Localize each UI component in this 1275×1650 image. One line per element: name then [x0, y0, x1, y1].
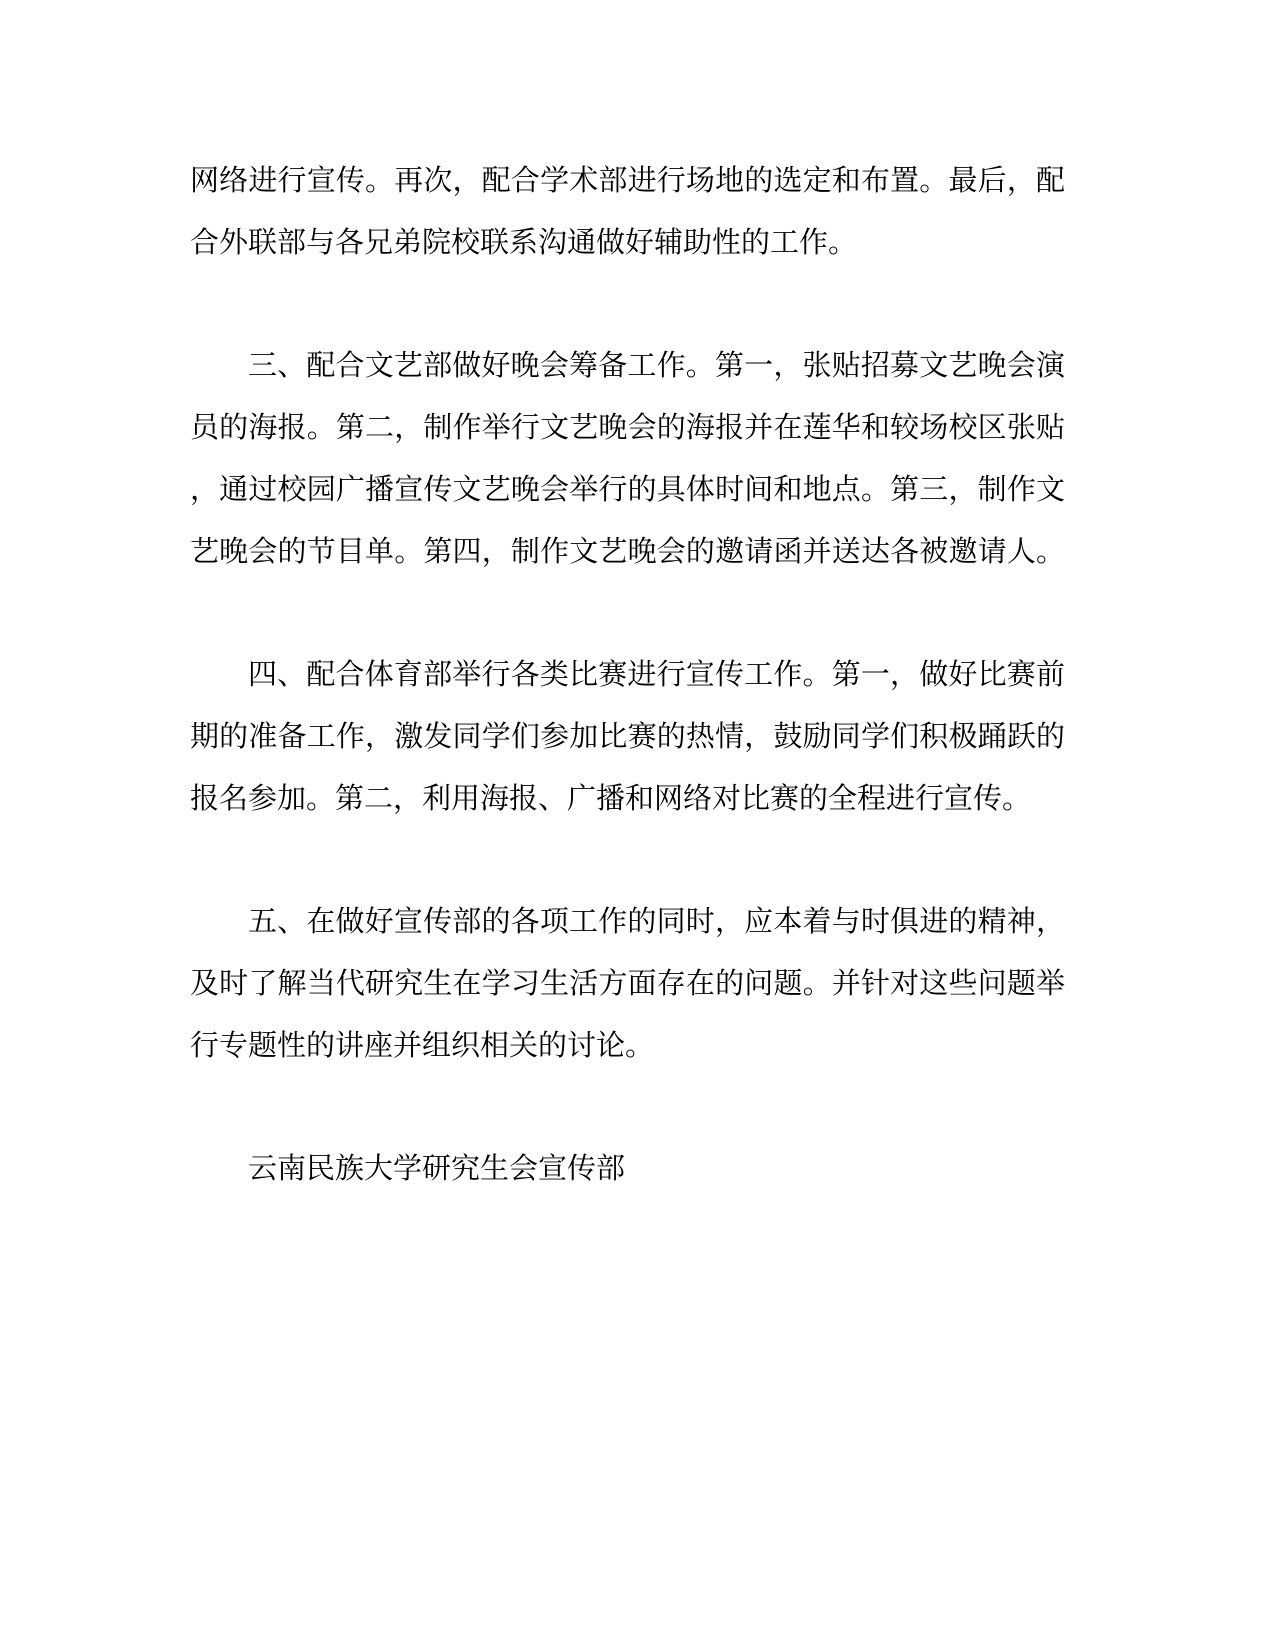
- paragraph-line: 网络进行宣传。再次，配合学术部进行场地的选定和布置。最后，配: [190, 163, 1065, 197]
- paragraph-line: 艺晚会的节目单。第四，制作文艺晚会的邀请函并送达各被邀请人。: [190, 534, 1065, 568]
- paragraph-line: 及时了解当代研究生在学习生活方面存在的问题。并针对这些问题举: [190, 966, 1065, 1000]
- signature: 云南民族大学研究生会宣传部: [248, 1151, 626, 1185]
- paragraph-line: 三、配合文艺部做好晚会筹备工作。第一，张贴招募文艺晚会演: [248, 348, 1065, 382]
- paragraph-line: 期的准备工作，激发同学们参加比赛的热情，鼓励同学们积极踊跃的: [190, 719, 1065, 753]
- paragraph-line: 报名参加。第二，利用海报、广播和网络对比赛的全程进行宣传。: [190, 781, 1032, 815]
- paragraph-line: 员的海报。第二，制作举行文艺晚会的海报并在莲华和较场校区张贴: [190, 410, 1065, 444]
- paragraph-line: 行专题性的讲座并组织相关的讨论。: [190, 1028, 655, 1062]
- paragraph-line: 五、在做好宣传部的各项工作的同时，应本着与时俱进的精神，: [248, 904, 1065, 938]
- paragraph-line: 合外联部与各兄弟院校联系沟通做好辅助性的工作。: [190, 225, 858, 259]
- paragraph-line: 四、配合体育部举行各类比赛进行宣传工作。第一，做好比赛前: [248, 657, 1065, 691]
- paragraph-line: ，通过校园广播宣传文艺晚会举行的具体时间和地点。第三，制作文: [190, 472, 1065, 506]
